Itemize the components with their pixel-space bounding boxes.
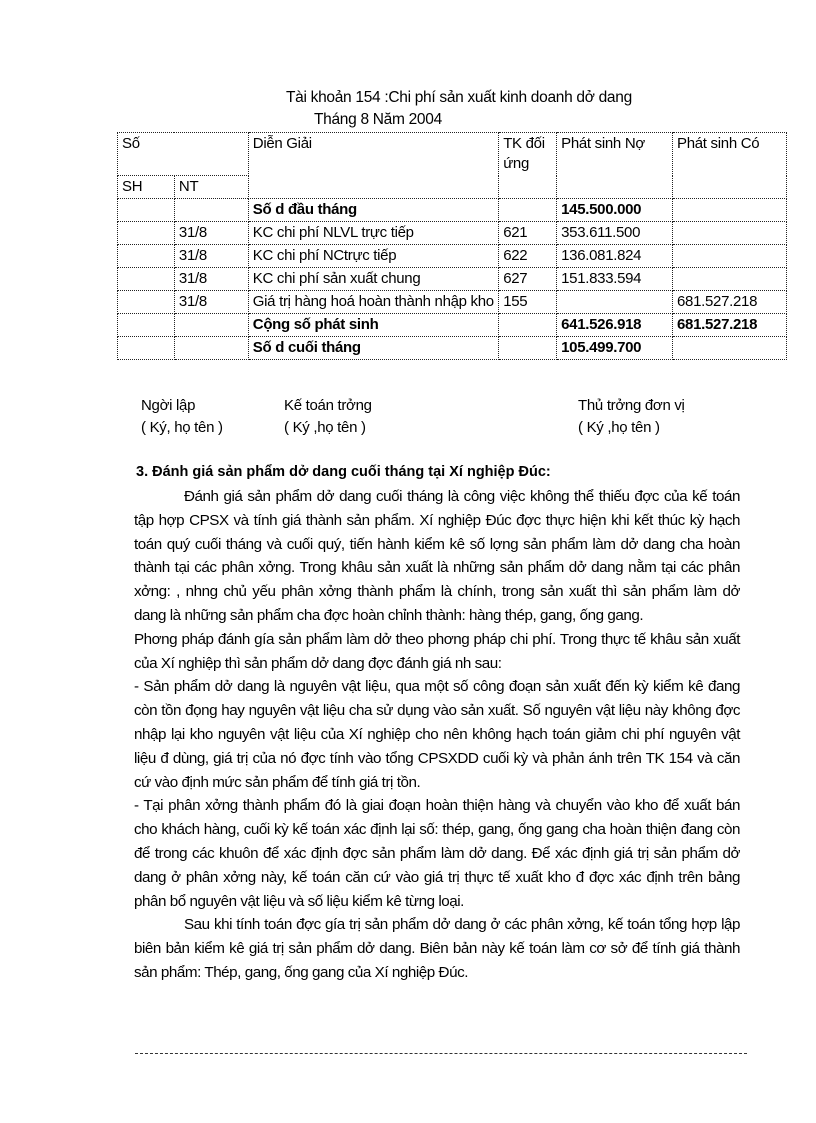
table-row: [118, 245, 787, 268]
header-co: Phát sinh Có: [673, 133, 787, 199]
cell-desc: KC chi phí sản xuất chung: [248, 268, 498, 291]
header-tk: TK đối ứng: [499, 133, 557, 199]
cell-nt: [174, 199, 248, 222]
section-heading: 3. Đánh giá sản phẩm dở dang cuối tháng tại Xí nghiệp Đúc:: [136, 464, 551, 480]
signature-accountant: [284, 395, 372, 439]
paragraph: Sau khi tính toán đợc gía trị sản phẩm dở dang ở các phân xởng, kế toán tổng hợp lập biên bản kiểm kê giá trị sản phẩm dở dang. Biên bản này kế toán làm cơ sở để tính giá thành sản phẩm: Thép, gang, ống gang của Xí nghiệp Đúc.: [134, 916, 740, 981]
footer-divider: [135, 1053, 747, 1054]
cell-desc: KC chi phí NCtrực tiếp: [248, 245, 498, 268]
table-row: [118, 291, 787, 314]
cell-co: [673, 337, 787, 360]
cell-no: 353.611.500: [557, 222, 673, 245]
total-row: [118, 314, 787, 337]
total-label: Cộng số phát sinh: [248, 314, 498, 337]
cell-tk: 155: [499, 291, 557, 314]
accountant-role: Kế toán trởng: [284, 397, 372, 414]
cell-no: 136.081.824: [557, 245, 673, 268]
cell-sh: [118, 314, 175, 337]
preparer-note: ( Ký, họ tên ): [141, 419, 223, 436]
cell-tk: [499, 337, 557, 360]
header-so: Số: [118, 133, 249, 176]
cell-co: [673, 199, 787, 222]
signature-preparer: [141, 395, 223, 439]
director-role: Thủ trởng đơn vị: [578, 397, 685, 414]
table-row: [118, 268, 787, 291]
opening-no: 145.500.000: [557, 199, 673, 222]
cell-sh: [118, 268, 175, 291]
header-sh: SH: [118, 176, 175, 199]
closing-row: [118, 337, 787, 360]
opening-label: Số d đầu tháng: [248, 199, 498, 222]
ledger-table: [117, 132, 787, 360]
cell-nt: 31/8: [174, 291, 248, 314]
closing-no: 105.499.700: [557, 337, 673, 360]
cell-desc: Giá trị hàng hoá hoàn thành nhập kho: [248, 291, 498, 314]
paragraph: Đánh giá sản phẩm dở dang cuối tháng là công việc không thể thiếu đợc của kế toán tập hợp CPSX và tính giá thành sản phẩm. Xí nghiệp Đúc đợc thực hiện khi kết thúc kỳ hạch toán quý cuối tháng và cuối quý, tiến hành kiểm kê số lợng sản phẩm làm dở dang cha hoàn thành tại các phân xởng. Trong khâu sản xuất là những sản phẩm dở dang nằm tại các phân xởng: , nhng chủ yếu phân xởng thành phẩm là chính, trong sản xuất thì sản phẩm làm dở dang là những sản phẩm cha đợc hoàn chỉnh thành: hàng thép, gang, ống gang.: [134, 488, 740, 624]
cell-nt: [174, 337, 248, 360]
cell-co: 681.527.218: [673, 291, 787, 314]
cell-tk: 621: [499, 222, 557, 245]
cell-sh: [118, 245, 175, 268]
cell-tk: 627: [499, 268, 557, 291]
cell-sh: [118, 199, 175, 222]
cell-co: [673, 245, 787, 268]
cell-desc: KC chi phí NLVL trực tiếp: [248, 222, 498, 245]
header-dien-giai: Diễn Giải: [248, 133, 498, 199]
cell-tk: [499, 199, 557, 222]
cell-nt: [174, 314, 248, 337]
director-note: ( Ký ,họ tên ): [578, 419, 660, 436]
header-row: [118, 133, 787, 176]
cell-sh: [118, 222, 175, 245]
cell-nt: 31/8: [174, 222, 248, 245]
paragraph: Phơng pháp đánh gía sản phẩm làm dở theo phơng pháp chi phí. Trong thực tế khâu sản xuất của Xí nghiệp thì sản phẩm dở dang đợc đánh giá nh sau:: [134, 630, 740, 672]
cell-co: [673, 268, 787, 291]
account-period: Tháng 8 Năm 2004: [314, 111, 442, 128]
header-no: Phát sinh Nợ: [557, 133, 673, 199]
account-title: Tài khoản 154 :Chi phí sản xuất kinh doanh dở dang: [286, 89, 632, 106]
cell-tk: 622: [499, 245, 557, 268]
cell-nt: 31/8: [174, 245, 248, 268]
accountant-note: ( Ký ,họ tên ): [284, 419, 366, 436]
cell-no: [557, 291, 673, 314]
paragraph: - Sản phẩm dở dang là nguyên vật liệu, qua một số công đoạn sản xuất đến kỳ kiểm kê đang còn tồn đọng hay nguyên vật liệu cha sử dụng vào sản xuất. Số nguyên vật liệu này không đợc nhập lại kho nguyên vật liệu của Xí nghiệp cho nên không hạch toán giảm chi phí nguyên vật liệu đ dùng, giá trị của nó đợc tính vào tổng CPSXDD cuối kỳ và phản ánh trên TK 154 và căn cứ vào định mức sản phẩm để tính giá trị tồn.: [134, 678, 740, 791]
cell-nt: 31/8: [174, 268, 248, 291]
section-body: [134, 485, 740, 985]
cell-sh: [118, 337, 175, 360]
total-co: 681.527.218: [673, 314, 787, 337]
closing-label: Số d cuối tháng: [248, 337, 498, 360]
header-nt: NT: [174, 176, 248, 199]
cell-no: 151.833.594: [557, 268, 673, 291]
cell-tk: [499, 314, 557, 337]
cell-co: [673, 222, 787, 245]
opening-row: [118, 199, 787, 222]
signature-director: [578, 395, 685, 439]
paragraph: - Tại phân xởng thành phẩm đó là giai đoạn hoàn thiện hàng và chuyển vào kho để xuất bán cho khách hàng, cuối kỳ kế toán xác định lại số: thép, gang, ống gang cha hoàn thiện đang còn để trong các khuôn để xác định đợc sản phẩm làm dở dang. Để xác định giá trị sản phẩm dở dang ở phân xởng này, kế toán căn cứ vào giá trị thực tế xuất kho đ đợc xác định trên bảng phân bổ nguyên vật liệu và số liệu kiểm kê từng loại.: [134, 797, 740, 910]
total-no: 641.526.918: [557, 314, 673, 337]
preparer-role: Ngời lập: [141, 397, 196, 414]
table-row: [118, 222, 787, 245]
cell-sh: [118, 291, 175, 314]
